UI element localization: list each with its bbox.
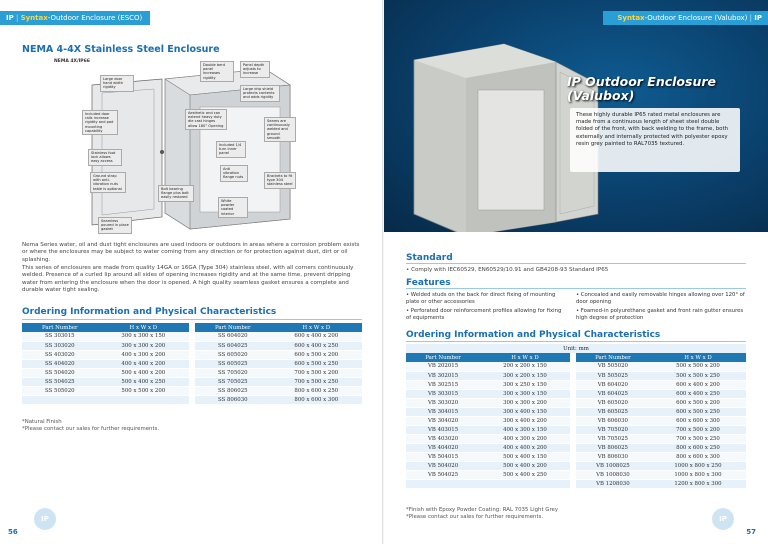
dimension-cell: 500 x 400 x 200: [98, 368, 189, 377]
feature-item: • Foamed-in polyurethane gasket and front rain gutter ensures high degree of protection: [576, 308, 744, 321]
left-notes: [22, 419, 159, 433]
table-row: [406, 470, 746, 479]
page-number: 56: [8, 528, 18, 536]
right-notes: [406, 507, 558, 521]
unit-label: Unit: mm: [406, 344, 746, 353]
part-number-cell: SS 806025: [195, 386, 271, 395]
dimension-cell: 800 x 600 x 250: [650, 443, 746, 452]
part-number-cell: SS 705020: [195, 368, 271, 377]
part-number-cell: VB 202015: [406, 362, 480, 371]
part-number-cell: SS 504025: [22, 377, 98, 386]
dimension-cell: 1200 x 800 x 300: [650, 479, 746, 488]
table-row: [22, 350, 362, 359]
dimension-cell: 500 x 400 x 150: [480, 452, 570, 461]
table-row: [22, 395, 362, 404]
table-row: [406, 389, 746, 398]
dimension-cell: 600 x 500 x 250: [271, 359, 362, 368]
table-row: [406, 479, 746, 488]
table-row: [22, 386, 362, 395]
part-number-cell: VB 302015: [406, 371, 480, 380]
dimension-cell: 600 x 400 x 200: [650, 380, 746, 389]
note-contact: *Please contact our sales for further requirements.: [406, 514, 544, 520]
header-title: -Outdoor Enclosure (ESCO): [47, 14, 143, 22]
dimension-cell: 300 x 400 x 150: [480, 407, 570, 416]
table-row: [22, 368, 362, 377]
part-number-cell: VB 604020: [576, 380, 650, 389]
table-row: [22, 332, 362, 341]
ip-label: IP: [6, 14, 14, 22]
dimension-cell: 700 x 500 x 250: [271, 377, 362, 386]
callout-7: Seams are continuously welded and ground smooth: [264, 117, 296, 142]
dimension-cell: 300 x 300 x 150: [98, 332, 189, 341]
dimension-cell: 400 x 400 x 200: [98, 359, 189, 368]
dimension-cell: 600 x 400 x 250: [271, 341, 362, 350]
part-number-cell: VB 505020: [576, 362, 650, 371]
part-number-cell: SS 303015: [22, 332, 98, 341]
part-number-cell: VB 304020: [406, 416, 480, 425]
table-row: [406, 452, 746, 461]
table-row: [406, 380, 746, 389]
standard-text: • Comply with IEC60529, EN60529/10.91 and GB4208-93 Standard IP65: [406, 267, 609, 273]
callout-1: Large door hand width rigidity: [100, 75, 134, 92]
ip-label: IP: [754, 14, 762, 22]
intro-paragraph: Nema Series water, oil and dust tight enclosures are used indoors or outdoors in areas where a corrosion problem exists or where the enclosures may be subject to water coming from any direction or for protection against dust, dirt or oil splashing.: [22, 242, 360, 263]
part-number-cell: SS 605020: [195, 350, 271, 359]
hero-description: These highly durable IP65 rated metal enclosures are made from a continuous length of sheet steel double folded of the front, with back welding to the frame, both externally and internally protected with polyester epoxy resin grey painted to RAL7035 textured.: [570, 108, 740, 172]
right-header-bar: Syntax-Outdoor Enclosure (Valubox) | IP: [603, 11, 768, 25]
dimension-cell: 600 x 400 x 250: [650, 389, 746, 398]
heading-rule: [406, 263, 746, 264]
part-number-cell: VB 806025: [576, 443, 650, 452]
part-number-cell: VB 303015: [406, 389, 480, 398]
note-finish: *Natural Finish: [22, 419, 62, 425]
dimension-cell: 500 x 500 x 200: [650, 362, 746, 371]
left-header-bar: IP | Syntax-Outdoor Enclosure (ESCO): [0, 11, 150, 25]
table-row: [406, 398, 746, 407]
note-finish: *Finish with Epoxy Powder Coating: RAL 7035 Light Grey: [406, 507, 559, 513]
feature-item: • Welded studs on the back for direct fixing of mounting plate or other accessories: [406, 292, 556, 305]
callout-11: Anti vibration flange nuts: [220, 165, 248, 182]
callout-2: Double bent panel increases rigidity: [200, 61, 234, 82]
dimension-cell: 600 x 600 x 300: [650, 416, 746, 425]
feature-item: • Perforated door reinforcement profiles allowing for fixing of equipments: [406, 308, 562, 321]
col-header: H x W x D: [98, 323, 189, 332]
col-header: H x W x D: [271, 323, 362, 332]
part-number-cell: VB 606030: [576, 416, 650, 425]
col-header: Part Number: [576, 353, 650, 362]
dimension-cell: [480, 479, 570, 488]
table-row: [406, 407, 746, 416]
part-number-cell: SS 605025: [195, 359, 271, 368]
dimension-cell: 1000 x 800 x 300: [650, 470, 746, 479]
callout-5: Included door rails increase rigidity and pad mounting capability: [82, 110, 118, 135]
callout-3: Panel depth adjusts to increase: [240, 61, 270, 78]
dimension-cell: 300 x 200 x 150: [480, 371, 570, 380]
part-number-cell: VB 302515: [406, 380, 480, 389]
dimension-cell: 700 x 500 x 250: [650, 434, 746, 443]
material-paragraph: This series of enclosures are made from quality 14GA or 16GA (Type 304) stainless steel, with all corners continuously welded. Presence of a curled lip around all sides of opening increases rigidity and at the same time, prevent dripping water from entering the enclosure when the door is opened. A high quality seamless gasket ensures a complete and durable water tight sealing.: [22, 265, 354, 294]
ordering-title: Ordering Information and Physical Characteristics: [406, 330, 661, 340]
part-number-cell: VB 1208030: [576, 479, 650, 488]
part-number-cell: VB 403015: [406, 425, 480, 434]
part-number-cell: SS 404020: [22, 359, 98, 368]
callout-8: Stainless foot lock allows easy access: [88, 149, 122, 166]
part-number-cell: SS 403020: [22, 350, 98, 359]
part-number-cell: VB 1008025: [576, 461, 650, 470]
table-row: [406, 461, 746, 470]
esco-spec-table: [22, 323, 362, 405]
col-header: Part Number: [406, 353, 480, 362]
dimension-cell: 600 x 500 x 200: [650, 398, 746, 407]
features-title: Features: [406, 278, 451, 288]
part-number-cell: VB 705020: [576, 425, 650, 434]
dimension-cell: 300 x 300 x 200: [480, 398, 570, 407]
part-number-cell: VB 504025: [406, 470, 480, 479]
dimension-cell: 1000 x 800 x 250: [650, 461, 746, 470]
dimension-cell: 400 x 300 x 200: [480, 434, 570, 443]
header-title: -Outdoor Enclosure (Valubox): [644, 14, 748, 22]
right-page: [384, 0, 768, 544]
table-row: [406, 362, 746, 371]
hero-title: [567, 75, 716, 103]
heading-rule: [22, 319, 362, 320]
table-row: [406, 425, 746, 434]
table-row: [22, 359, 362, 368]
part-number-cell: SS 705025: [195, 377, 271, 386]
table-row: [406, 416, 746, 425]
part-number-cell: VB 1008030: [576, 470, 650, 479]
dimension-cell: 500 x 400 x 250: [480, 470, 570, 479]
dimension-cell: 600 x 500 x 200: [271, 350, 362, 359]
diagram-label: NEMA 4X/IP66: [54, 59, 90, 64]
part-number-cell: VB 404020: [406, 443, 480, 452]
callout-4: Large drip shield protects contents and adds rigidity: [240, 85, 280, 102]
part-number-cell: VB 605025: [576, 407, 650, 416]
callout-13: Bolt bearing flange plus bolt easily restored: [158, 185, 194, 202]
dimension-cell: 800 x 600 x 300: [271, 395, 362, 404]
part-number-cell: VB 303020: [406, 398, 480, 407]
hero-title-line1: IP Outdoor Enclosure: [567, 74, 717, 89]
dimension-cell: 300 x 300 x 150: [480, 389, 570, 398]
heading-rule: [406, 341, 746, 342]
col-header: H x W x D: [650, 353, 746, 362]
dimension-cell: 500 x 400 x 200: [480, 461, 570, 470]
dimension-cell: 500 x 400 x 250: [98, 377, 189, 386]
enclosure-drawing: [50, 57, 308, 237]
part-number-cell: SS 303020: [22, 341, 98, 350]
part-number-cell: SS 604025: [195, 341, 271, 350]
part-number-cell: VB 806030: [576, 452, 650, 461]
part-number-cell: VB 504020: [406, 461, 480, 470]
part-number-cell: SS 505020: [22, 386, 98, 395]
ordering-title: Ordering Information and Physical Characteristics: [22, 307, 277, 317]
table-row: [406, 371, 746, 380]
part-number-cell: SS 604020: [195, 332, 271, 341]
part-number-cell: VB 605020: [576, 398, 650, 407]
col-header: H x W x D: [480, 353, 570, 362]
dimension-cell: 400 x 300 x 150: [480, 425, 570, 434]
dimension-cell: 600 x 400 x 200: [271, 332, 362, 341]
dimension-cell: [98, 395, 189, 404]
callout-15: Seamless poured in place gasket: [98, 217, 132, 234]
dimension-cell: 500 x 500 x 200: [98, 386, 189, 395]
dimension-cell: 300 x 400 x 200: [480, 416, 570, 425]
note-contact: *Please contact our sales for further requirements.: [22, 426, 160, 432]
part-number-cell: VB 505025: [576, 371, 650, 380]
dimension-cell: 700 x 500 x 200: [650, 425, 746, 434]
part-number-cell: SS 806030: [195, 395, 271, 404]
callout-14: White powder coated interior: [218, 197, 248, 218]
col-header: Part Number: [22, 323, 98, 332]
brand-name: Syntax: [20, 14, 48, 22]
table-row: [406, 434, 746, 443]
callout-10: Ground strap with anti-vibration nuts table is optional: [90, 172, 126, 193]
dimension-cell: 800 x 600 x 250: [271, 386, 362, 395]
dimension-cell: 700 x 500 x 200: [271, 368, 362, 377]
valubox-spec-table: [406, 344, 746, 489]
hero-banner: [384, 0, 768, 232]
table-row: [22, 377, 362, 386]
col-header: Part Number: [195, 323, 271, 332]
ip-badge: IP: [712, 508, 734, 530]
part-number-cell: VB 504015: [406, 452, 480, 461]
dimension-cell: 300 x 300 x 200: [98, 341, 189, 350]
dimension-cell: 800 x 600 x 300: [650, 452, 746, 461]
hero-title-line2: (Valubox): [567, 88, 635, 103]
table-row: [22, 341, 362, 350]
dimension-cell: 200 x 200 x 150: [480, 362, 570, 371]
dimension-cell: 400 x 300 x 200: [98, 350, 189, 359]
section-title: NEMA 4-4X Stainless Steel Enclosure: [22, 44, 220, 55]
dimension-cell: 300 x 250 x 150: [480, 380, 570, 389]
part-number-cell: VB 604025: [576, 389, 650, 398]
heading-rule: [406, 288, 746, 289]
dimension-cell: 500 x 500 x 250: [650, 371, 746, 380]
part-number-cell: VB 304015: [406, 407, 480, 416]
part-number-cell: [22, 395, 98, 404]
dimension-cell: 400 x 400 x 200: [480, 443, 570, 452]
part-number-cell: SS 504020: [22, 368, 98, 377]
enclosure-diagram: [50, 57, 308, 237]
callout-9: Included 1/4 turn inner panel: [216, 141, 246, 158]
callout-12: Brackets to fit type 304 stainless steel: [264, 172, 296, 189]
standard-title: Standard: [406, 253, 453, 263]
page-number: 57: [746, 528, 756, 536]
brand-name: Syntax: [617, 14, 645, 22]
part-number-cell: VB 403020: [406, 434, 480, 443]
part-number-cell: [406, 479, 480, 488]
feature-item: • Concealed and easily removable hinges allowing over 120° of door opening: [576, 292, 745, 305]
part-number-cell: VB 705025: [576, 434, 650, 443]
dimension-cell: 600 x 500 x 250: [650, 407, 746, 416]
callout-6: Aesthetic and can extend heavy duty die cast hinges allow 180° Opening: [185, 109, 227, 130]
table-row: [406, 443, 746, 452]
ip-badge: IP: [34, 508, 56, 530]
